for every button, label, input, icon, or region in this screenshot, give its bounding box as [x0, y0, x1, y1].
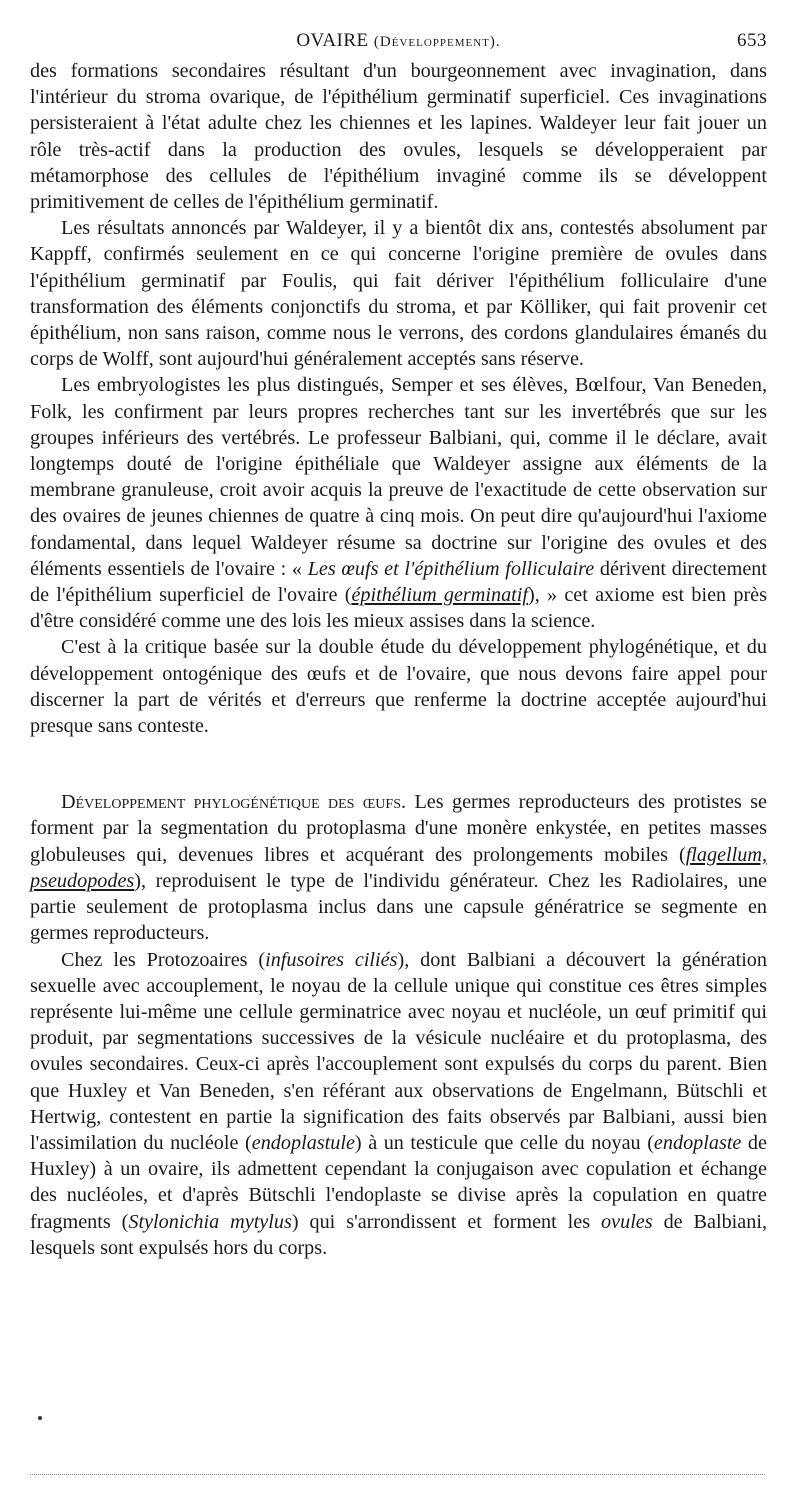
footer-rule [30, 1474, 765, 1475]
p6-text-a: Chez les Protozoaires ( [61, 948, 266, 971]
p6-italic-infusoires: infusoires ciliés [265, 948, 398, 971]
p6-text-k: de Balbiani, lesquels sont expulsés hors du corps. [30, 1210, 767, 1259]
p6-italic-ovules: ovules [601, 1210, 653, 1233]
p3-text-c: dérivent directement de l'épithélium superficiel de l'ovaire ( [30, 557, 768, 607]
running-head [30, 30, 767, 58]
paragraph-3 [30, 372, 767, 634]
page [30, 30, 767, 1261]
p3-text-e: ), » cet axiome est bien près d'être considéré comme une des lois les mieux assises dans la science. [30, 584, 767, 633]
p6-italic-endoplaste: endoplaste [653, 1131, 742, 1154]
p3-text-a: Les embryologistes les plus distingués, Semper et ses élèves, Bœlfour, Van Beneden, Folk, les confirment par leurs propres recherches tant sur les invertébrés que sur les groupes inférieurs des vertébrés. Le professeur Balbiani, qui, comme il le déclare, avait longtemps douté de l'origine épithéliale que Waldeyer assigne aux éléments de la membrane granuleuse, croit avoir acquis la preuve de l'exactitude de cette observation sur des ovaires de jeunes chiennes de quatre à cinq mois. On peut dire qu'aujourd'hui l'axiome fondamental, dans lequel Waldeyer résume sa doctrine sur l'origine des ovules et des éléments essentiels de l'ovaire : « [30, 374, 767, 580]
p3-italic-term: épithélium germinatif [351, 584, 528, 607]
paragraph-5 [30, 789, 767, 946]
running-title-main: OVAIRE [296, 30, 369, 51]
paragraph-2: Les résultats annoncés par Waldeyer, il y a bientôt dix ans, contestés absolument par Kappff, confirmés seulement en ce qui concerne l'origine première de ovules dans l'épithélium germinatif par Foulis, qui fait dériver l'épithélium folliculaire d'une transformation des éléments conjonctifs du stroma, et par Kölliker, qui fait provenir cet épithélium, non sans raison, comme nous le verrons, des cordons glandulaires émanés du corps de Wolff, sont aujourd'hui généralement acceptés sans réserve. [30, 217, 767, 371]
running-title-sub: (Développement). [373, 34, 501, 50]
section-heading: Développement phylogénétique des œufs. [61, 791, 407, 814]
p5-text-a: Les germes reproducteurs des protistes se forment par la segmentation du protoplasma d'une monère enkystée, en petites masses globuleuses qui, devenues libres et acquérant des prolongements mobiles ( [30, 791, 767, 866]
stray-ink-mark [38, 1416, 42, 1420]
body-text [30, 58, 767, 1261]
p6-text-g: de Huxley) à un ovaire, ils admettent cependant la conjugaison avec copulation et échange des nucléoles, et d'après Bütschli l'endoplaste se divise après la copulation en quatre fragments ( [30, 1131, 767, 1233]
running-title [30, 30, 767, 52]
p6-text-e: ) à un testicule que celle du noyau ( [354, 1131, 654, 1154]
section-gap [30, 739, 767, 789]
p6-italic-stylonichia: Stylonichia mytylus [128, 1210, 292, 1233]
p6-text-c: ), dont Balbiani a découvert la génération sexuelle avec accouplement, le noyau de la cellule unique qui constitue ces êtres simples représente lui-même une cellule germinatrice avec noyau et nucléole, un œuf primitif qui produit, par segmentations successives de la vésicule nucléaire et du protoplasma, des ovules secondaires. Ceux-ci après l'accouplement sont expulsés du corps du parent. Bien que Huxley et Van Beneden, s'en référant aux observations de Engelmann, Bütschli et Hertwig, contestent en partie la signification des faits observés par Balbiani, aussi bien l'assimilation du nucléole ( [30, 948, 767, 1154]
p6-text-i: ) qui s'arrondissent et forment les [291, 1210, 602, 1233]
p6-italic-endoplastule: endoplastule [251, 1131, 355, 1154]
paragraph-1: des formations secondaires résultant d'un bourgeonnement avec invagination, dans l'intérieur du stroma ovarique, de l'épithélium germinatif superficiel. Ces invaginations persisteraient à l'état adulte chez les chiennes et les lapines. Waldeyer leur fait jouer un rôle très-actif dans la production des ovules, lesquels se développeraient par métamorphose des cellules de l'épithélium invaginé comme ils se développent primitivement de celles de l'épithélium germinatif. [30, 60, 767, 214]
p5-text-c: ), reproduisent le type de l'individu générateur. Chez les Radiolaires, une partie seulement de protoplasma inclus dans une capsule génératrice se segmente en germes reproducteurs. [30, 869, 767, 945]
page-number: 653 [737, 30, 767, 51]
paragraph-6 [30, 947, 767, 1261]
paragraph-4: C'est à la critique basée sur la double étude du développement phylogénétique, et du développement ontogénique des œufs et de l'ovaire, que nous devons faire appel pour discerner la part de vérités et d'erreurs que renferme la doctrine acceptée aujourd'hui presque sans conteste. [30, 636, 767, 738]
p5-italic-term: flagellum, pseudopodes [30, 843, 767, 892]
p3-italic-quote: Les œufs et l'épithélium folliculaire [307, 557, 595, 580]
